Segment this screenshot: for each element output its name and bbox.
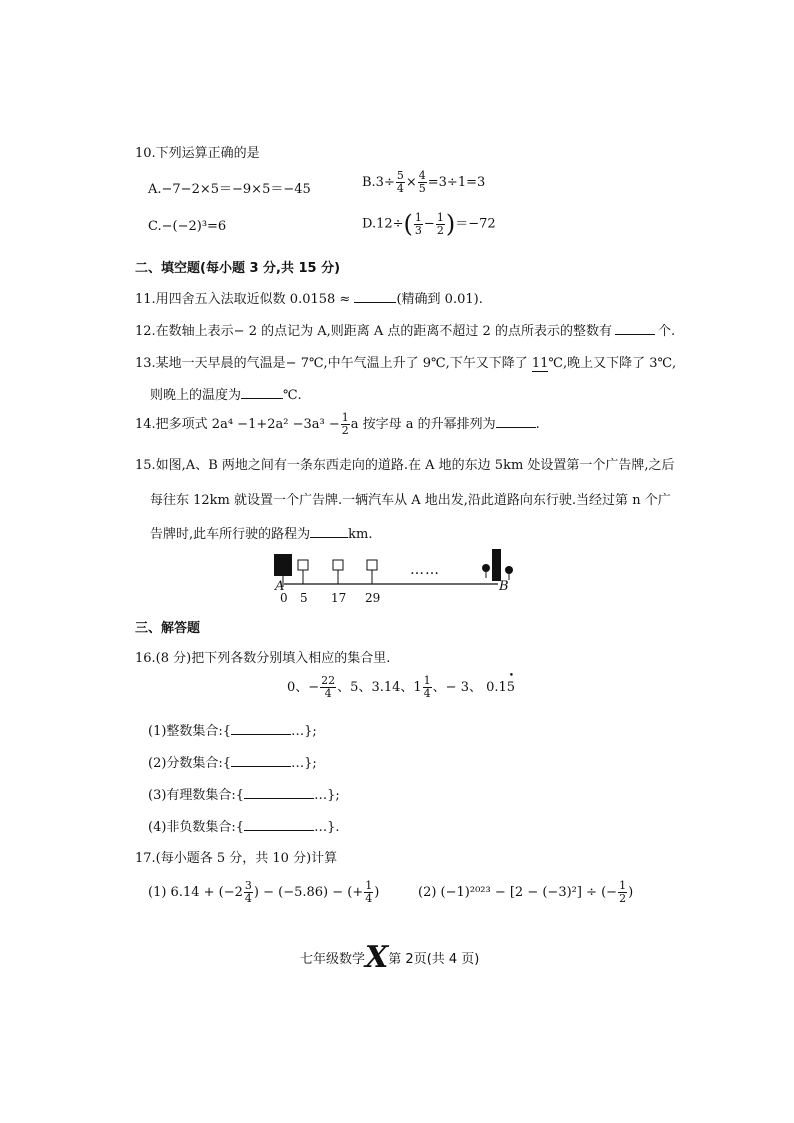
integers-blank[interactable] bbox=[231, 734, 291, 735]
set-fractions: (2)分数集合:{ …}; bbox=[148, 756, 317, 771]
q11: 11.用四舍五入法取近似数 0.0158 ≈ (精确到 0.01). bbox=[135, 292, 483, 307]
q10-stem: 10.下列运算正确的是 bbox=[135, 146, 260, 161]
q15-line3: 告牌时,此车所行驶的路程为 km. bbox=[150, 527, 373, 542]
q12-blank[interactable] bbox=[615, 334, 655, 335]
q13-blank[interactable] bbox=[241, 398, 283, 399]
q10-option-c: C.−(−2)³=6 bbox=[148, 219, 227, 234]
billboard-3 bbox=[367, 560, 377, 570]
q16-numbers: 0、− $\frac{22}{4}$ 、5、3.14、1 $\frac{1}{4}$ 、− 3、 0.15 • bbox=[287, 675, 515, 700]
point-a-building bbox=[274, 554, 292, 576]
q10-option-a: A.−7−2×5＝−9×5＝−45 bbox=[148, 182, 311, 197]
q17-stem: 17.(每小题各 5 分，共 10 分)计算 bbox=[135, 851, 338, 866]
set-rationals: (3)有理数集合:{ …}; bbox=[148, 788, 340, 803]
q16-stem: 16.(8 分)把下列各数分别填入相应的集合里. bbox=[135, 651, 391, 666]
page-footer: 七年级数学X第 2页(共 4 页) bbox=[300, 940, 480, 975]
section-2-heading: 二、填空题(每小题 3 分,共 15 分) bbox=[135, 261, 341, 276]
q13-line1: 13.某地一天早晨的气温是− 7℃,中午气温上升了 9℃,下午又下降了 11℃,晚上又下降了 3℃, bbox=[135, 356, 677, 371]
q10-option-d: D.12÷( $\frac{1}{3}$ − $\frac{1}{2}$ )＝−72 bbox=[362, 210, 496, 238]
label-a: A bbox=[275, 579, 285, 594]
fractions-blank[interactable] bbox=[231, 766, 291, 767]
q10-option-b: B.3÷ $\frac{5}{4}$ × $\frac{4}{5}$ =3÷1=3 bbox=[362, 169, 486, 195]
q15-blank[interactable] bbox=[310, 537, 348, 538]
billboard-1 bbox=[298, 560, 308, 570]
x-mark: X bbox=[365, 940, 389, 975]
tick-29: 29 bbox=[365, 591, 381, 605]
tick-17: 17 bbox=[331, 591, 347, 605]
set-integers: (1)整数集合:{ …}; bbox=[148, 724, 317, 739]
set-nonnegative: (4)非负数集合:{ …}. bbox=[148, 820, 340, 835]
point-b-building bbox=[492, 549, 501, 581]
q15-line2: 每往东 12km 就设置一个广告牌.一辆汽车从 A 地出发,沿此道路向东行驶.当经过第 n 个广 bbox=[150, 493, 671, 508]
q13-line2: 则晚上的温度为 ℃. bbox=[150, 388, 302, 403]
q14: 14.把多项式 2a⁴ −1+2a² −3a³ − $\frac{1}{2}$ a 按字母 a 的升幂排列为 . bbox=[135, 411, 540, 437]
q17-part-2: (2) (−1)²⁰²³ − [2 − (−3)²] ÷ (− $\frac{1}{2}$ ) bbox=[418, 879, 634, 905]
tick-5: 5 bbox=[300, 591, 308, 605]
q17-part-1: (1) 6.14 + (−2 $\frac{3}{4}$ ) − (−5.86) − (+ $\frac{1}{4}$ ) bbox=[148, 879, 380, 905]
label-b: B bbox=[499, 579, 509, 594]
q11-blank[interactable] bbox=[354, 302, 396, 303]
rationals-blank[interactable] bbox=[244, 798, 314, 799]
q15-line1: 15.如图,A、B 两地之间有一条东西走向的道路.在 A 地的东边 5km 处设置第一个广告牌,之后 bbox=[135, 458, 675, 473]
ellipsis: …… bbox=[410, 562, 440, 578]
section-3-heading: 三、解答题 bbox=[135, 621, 201, 636]
billboard-2 bbox=[333, 560, 343, 570]
q12: 12.在数轴上表示− 2 的点记为 A,则距离 A 点的距离不超过 2 的点所表示的整数有 个. bbox=[135, 324, 676, 339]
nonnegative-blank[interactable] bbox=[244, 830, 314, 831]
q14-blank[interactable] bbox=[496, 427, 536, 428]
tick-0: 0 bbox=[280, 591, 288, 605]
